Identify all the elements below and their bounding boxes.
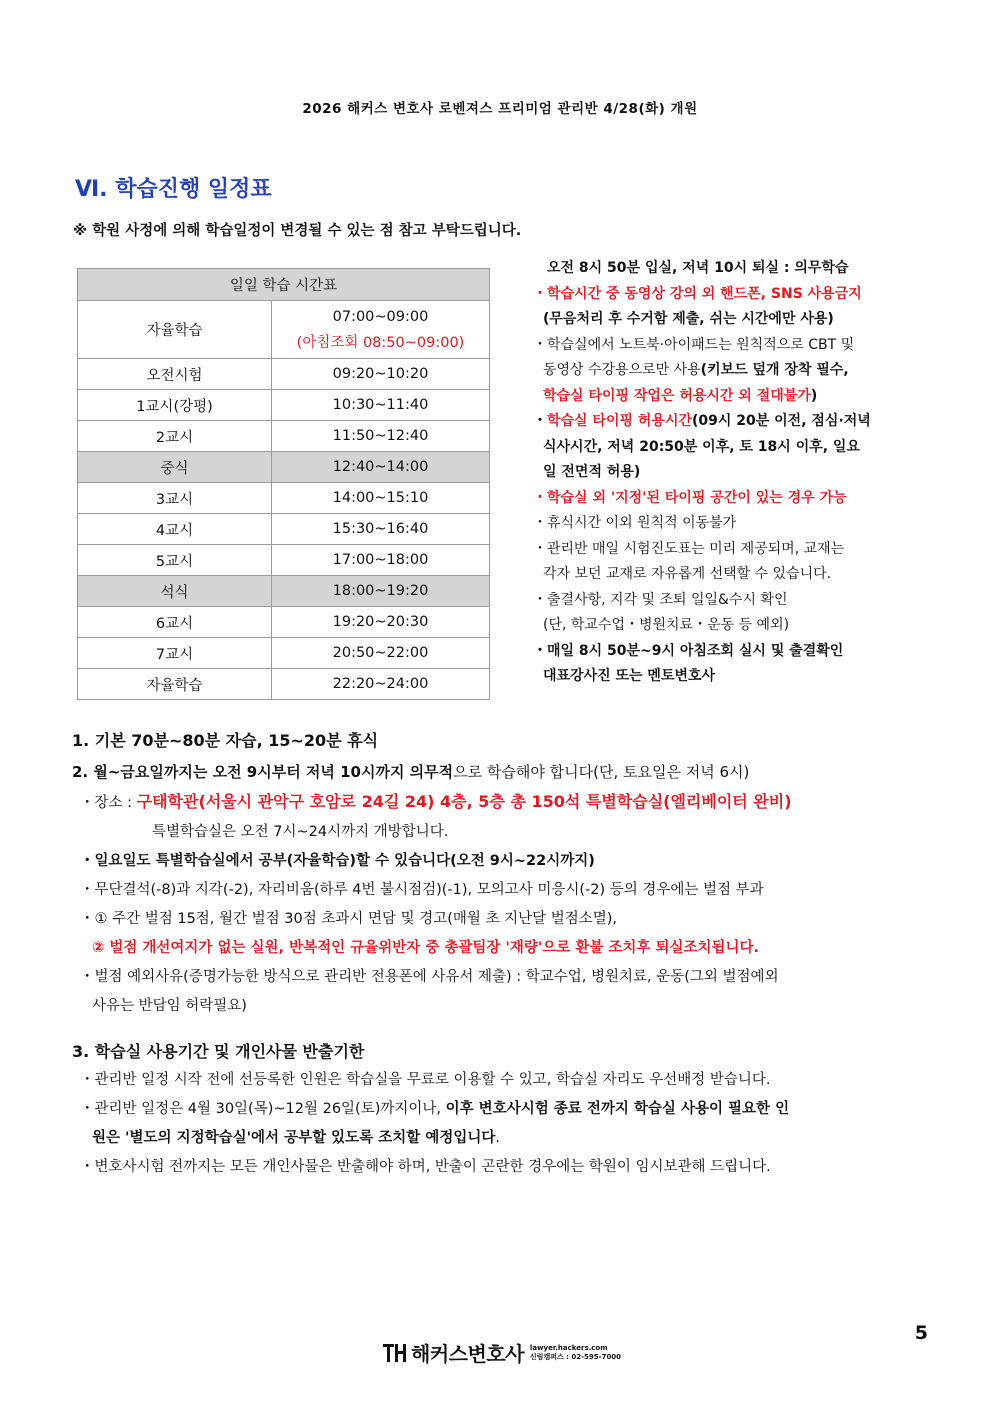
rule-no-moving: ・휴식시간 이외 원칙적 이동불가 bbox=[533, 515, 737, 531]
location: ・장소 : 구태학관(서울시 관악구 호암로 24길 24) 4층, 5층 총 150석 특별학습실(엘리베이터 완비) bbox=[80, 792, 792, 811]
notice-text: ※ 학원 사정에 의해 학습일정이 변경될 수 있는 점 참고 부탁드립니다. bbox=[73, 223, 522, 239]
location-note: 특별학습실은 오전 7시~24시까지 개방합니다. bbox=[152, 824, 449, 840]
rule-laptop-cont2: 학습실 타이핑 작업은 허용시간 외 절대불가) bbox=[543, 387, 818, 404]
penalty-exempt: ・벌점 예외사유(증명가능한 방식으로 관리반 전용폰에 사유서 제출) : 학교수업, 병원치료, 운동(그외 벌점예외 bbox=[80, 969, 779, 985]
table-row bbox=[78, 638, 490, 669]
schedule-label: 4교시 bbox=[78, 514, 272, 545]
table-row bbox=[78, 483, 490, 514]
schedule-time: 17:00~18:00 bbox=[272, 545, 490, 576]
rule-exam-schedule-cont: 각자 보던 교재로 자유롭게 선택할 수 있습니다. bbox=[543, 566, 832, 582]
item-3-line-2-cont: 원은 '별도의 지정학습실'에서 공부할 있도록 조치할 예정입니다. bbox=[92, 1130, 500, 1146]
schedule-time-value: 07:00~09:00 bbox=[332, 308, 429, 325]
section-title: Ⅵ. 학습진행 일정표 bbox=[75, 177, 272, 202]
item-2: 2. 월~금요일까지는 오전 9시부터 저녁 10시까지 의무적으로 학습해야 합니다(단, 토요일은 저녁 6시) bbox=[72, 763, 750, 781]
item-3-line-2: ・관리반 일정은 4월 30일(목)~12월 26일(토)까지이나, 이후 변호사시험 종료 전까지 학습실 사용이 필요한 인 bbox=[80, 1101, 790, 1117]
schedule-time: 20:50~22:00 bbox=[272, 638, 490, 669]
penalty-rule-2: ・① 주간 벌점 15점, 월간 벌점 30점 초과시 면담 및 경고(매월 초 지난달 벌점소멸), bbox=[80, 911, 618, 927]
schedule-time: 12:40~14:00 bbox=[272, 452, 490, 483]
schedule-time: 15:30~16:40 bbox=[272, 514, 490, 545]
schedule-label: 5교시 bbox=[78, 545, 272, 576]
document-header: 2026 해커스 변호사 로벤져스 프리미엄 관리반 4/28(화) 개원 bbox=[302, 101, 698, 117]
page-number: 5 bbox=[914, 1322, 928, 1344]
item-3: 3. 학습실 사용기간 및 개인사물 반출기한 bbox=[72, 1042, 365, 1061]
item-1: 1. 기본 70분~80분 자습, 15~20분 휴식 bbox=[72, 731, 379, 750]
schedule-time: 09:20~10:20 bbox=[272, 359, 490, 390]
table-row bbox=[78, 576, 490, 607]
rule-phone-ban: ・학습시간 중 동영상 강의 외 핸드폰, SNS 사용금지 bbox=[533, 285, 862, 302]
schedule-time: 11:50~12:40 bbox=[272, 421, 490, 452]
logo-text: 해커스변호사 bbox=[411, 1342, 524, 1366]
schedule-time bbox=[272, 301, 490, 359]
penalty-exempt-cont: 사유는 반담임 허락필요) bbox=[92, 998, 247, 1014]
rule-typing-time: ・학습실 타이핑 허용시간(09시 20분 이전, 점심·저녁 bbox=[533, 413, 871, 429]
schedule-label: 오전시험 bbox=[78, 359, 272, 390]
rule-typing-time-cont: 식사시간, 저녁 20:50분 이후, 토 18시 이후, 일요 bbox=[543, 438, 860, 455]
schedule-label: 3교시 bbox=[78, 483, 272, 514]
schedule-label: 자율학습 bbox=[78, 301, 272, 359]
penalty-rule: ・무단결석(-8)과 지각(-2), 자리비움(하루 4번 불시점검)(-1), 모의고사 미응시(-2) 등의 경우에는 벌점 부과 bbox=[80, 882, 764, 898]
rule-exam-schedule: ・관리반 매일 시험진도표는 미리 제공되며, 교재는 bbox=[533, 540, 845, 557]
table-row bbox=[78, 669, 490, 700]
schedule-label: 석식 bbox=[78, 576, 272, 607]
logo-phone: 신림캠퍼스 : 02-595-7000 bbox=[529, 1352, 622, 1361]
table-row bbox=[78, 514, 490, 545]
morning-assembly-note: (아침조회 08:50~09:00) bbox=[296, 334, 465, 351]
schedule-label: 7교시 bbox=[78, 638, 272, 669]
item-3-line-1: ・관리반 일정 시작 전에 선등록한 인원은 학습실을 무료로 이용할 수 있고, 학습실 자리도 우선배정 받습니다. bbox=[80, 1072, 771, 1088]
hackers-logo bbox=[383, 1338, 621, 1367]
rule-phone-note: (무음처리 후 수거함 제출, 쉬는 시간에만 사용) bbox=[543, 311, 834, 327]
schedule-label: 6교시 bbox=[78, 607, 272, 638]
table-row bbox=[78, 359, 490, 390]
schedule-label: 2교시 bbox=[78, 421, 272, 452]
logo-contact bbox=[530, 1344, 621, 1362]
schedule-label: 중식 bbox=[78, 452, 272, 483]
rule-morning-assembly: ・매일 8시 50분~9시 아침조회 실시 및 출결확인 bbox=[533, 642, 844, 659]
rule-morning-assembly-cont: 대표강사진 또는 멘토변호사 bbox=[543, 668, 716, 684]
schedule-time: 18:00~19:20 bbox=[272, 576, 490, 607]
rule-typing-space: ・학습실 외 '지정'된 타이핑 공간이 있는 경우 가능 bbox=[533, 489, 847, 506]
rule-typing-time-cont2: 일 전면적 허용) bbox=[543, 464, 641, 480]
schedule-time: 22:20~24:00 bbox=[272, 669, 490, 700]
schedule-header: 일일 학습 시간표 bbox=[78, 269, 490, 301]
penalty-rule-3: ② 벌점 개선여지가 없는 실원, 반복적인 규율위반자 중 총괄팀장 '재량'으로 환불 조치후 퇴실조치됩니다. bbox=[92, 940, 760, 956]
schedule-time: 19:20~20:30 bbox=[272, 607, 490, 638]
rule-attendance: 오전 8시 50분 입실, 저녁 10시 퇴실 : 의무학습 bbox=[547, 260, 849, 276]
logo-url: lawyer.hackers.com bbox=[529, 1343, 608, 1352]
table-row bbox=[78, 452, 490, 483]
daily-schedule-table bbox=[77, 268, 490, 700]
rule-attendance-exception: (단, 학교수업・병원치료・운동 등 예외) bbox=[543, 617, 790, 633]
study-rules bbox=[533, 256, 933, 690]
rule-attendance-check: ・출결사항, 지각 및 조퇴 일일&수시 확인 bbox=[533, 591, 788, 608]
table-row bbox=[78, 390, 490, 421]
rule-laptop-cont: 동영상 수강용으로만 사용(키보드 덮개 장착 필수, bbox=[543, 362, 849, 378]
sunday-rule: ・일요일도 특별학습실에서 공부(자율학습)할 수 있습니다(오전 9시~22시까지) bbox=[80, 853, 595, 869]
schedule-time: 10:30~11:40 bbox=[272, 390, 490, 421]
rule-laptop: ・학습실에서 노트북·아이패드는 원칙적으로 CBT 및 bbox=[533, 336, 855, 353]
schedule-label: 1교시(강평) bbox=[78, 390, 272, 421]
table-row bbox=[78, 545, 490, 576]
table-row bbox=[78, 421, 490, 452]
table-row bbox=[78, 607, 490, 638]
body-section bbox=[72, 726, 932, 1182]
schedule-time: 14:00~15:10 bbox=[272, 483, 490, 514]
item-3-line-3: ・변호사시험 전까지는 모든 개인사물은 반출해야 하며, 반출이 곤란한 경우에는 학원이 임시보관해 드립니다. bbox=[80, 1159, 771, 1175]
schedule-label: 자율학습 bbox=[78, 669, 272, 700]
logo-mark-icon bbox=[383, 1343, 407, 1363]
